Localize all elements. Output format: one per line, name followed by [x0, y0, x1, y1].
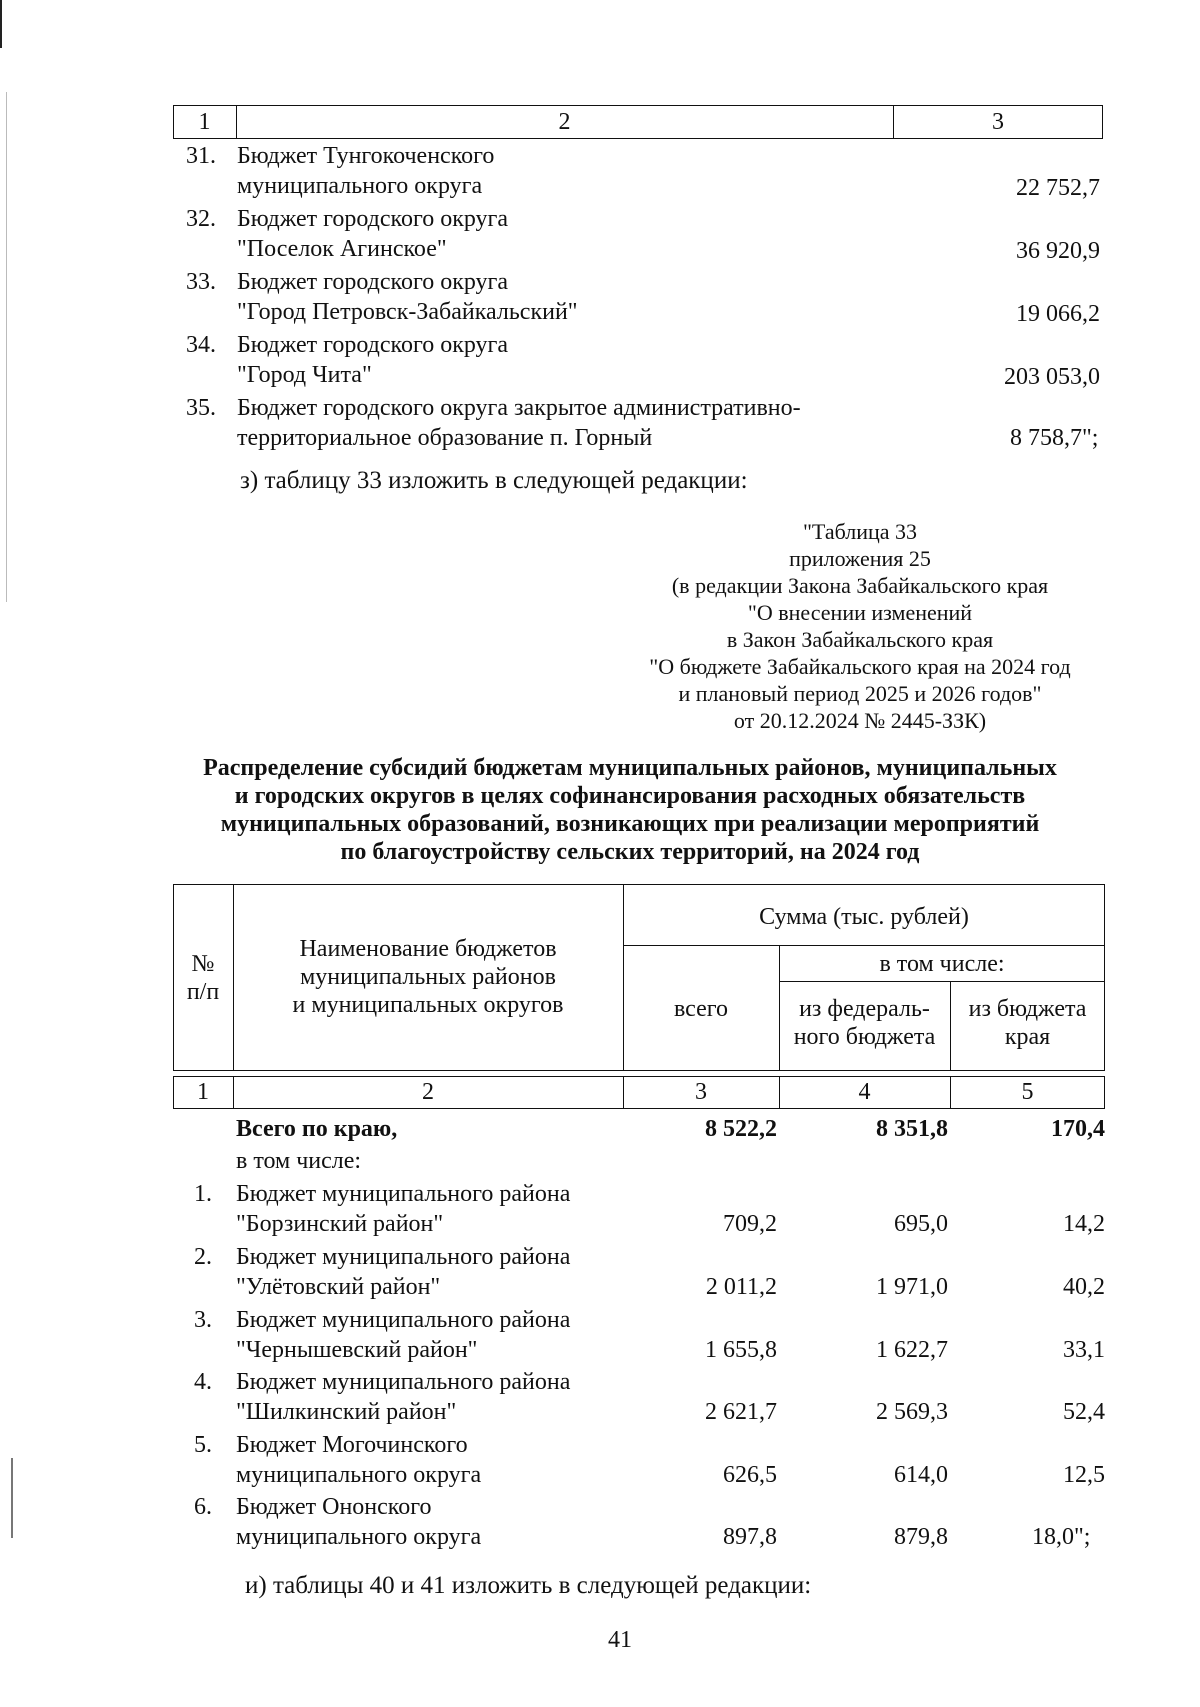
top-row-name: "Город Петровск-Забайкальский": [237, 299, 578, 325]
total-row-federal: 8 351,8: [876, 1116, 948, 1142]
row-federal: 1 971,0: [876, 1274, 948, 1300]
row-name: Бюджет Могочинского: [236, 1432, 468, 1458]
caption-line: от 20.12.2024 № 2445-ЗЗК): [733, 708, 987, 733]
top-row-value: 19 066,2: [1016, 301, 1100, 327]
top-col-3: 3: [992, 109, 1004, 135]
head-no: п/п: [186, 979, 220, 1005]
caption-line: (в редакции Закона Забайкальского края: [671, 573, 1049, 598]
col-number: 2: [422, 1079, 434, 1105]
top-row-value: 8 758,7";: [1010, 425, 1099, 451]
instruction-z: з) таблицу 33 изложить в следующей редакции:: [240, 467, 748, 494]
row-federal: 614,0: [894, 1462, 948, 1488]
head-regional: из бюджета: [968, 996, 1087, 1022]
head-no: №: [191, 951, 215, 977]
top-row-name: "Город Чита": [237, 362, 372, 388]
row-regional: 40,2: [1063, 1274, 1105, 1300]
head-total: всего: [673, 996, 729, 1022]
head-sum: Сумма (тыс. рублей): [759, 904, 969, 930]
top-col-2: 2: [558, 109, 571, 135]
row-federal: 695,0: [894, 1211, 948, 1237]
row-name: Бюджет муниципального района: [236, 1369, 571, 1395]
top-col-1: 1: [198, 109, 211, 135]
row-name: "Борзинский район": [236, 1211, 444, 1237]
top-row-name: Бюджет городского округа: [237, 206, 509, 232]
top-row-name: Бюджет Тунгокоченского: [237, 143, 495, 169]
row-name: муниципального округа: [236, 1524, 482, 1550]
total-row-label: Всего по краю,: [236, 1116, 398, 1142]
row-num: 1.: [194, 1181, 212, 1207]
heading-line: Распределение субсидий бюджетам муниципальных районов, муниципальных: [203, 755, 1057, 781]
total-row-total: 8 522,2: [705, 1116, 777, 1142]
row-num: 6.: [194, 1494, 212, 1520]
top-row-num: 33.: [186, 269, 216, 295]
row-name: муниципального округа: [236, 1462, 482, 1488]
top-row-value: 203 053,0: [1004, 364, 1100, 390]
top-row-num: 32.: [186, 206, 216, 232]
head-name: и муниципальных округов: [292, 992, 564, 1018]
top-row-name: "Поселок Агинское": [237, 236, 447, 262]
row-total: 897,8: [723, 1524, 777, 1550]
scan-edge-mark: [0, 0, 2, 48]
col-number: 4: [858, 1079, 871, 1105]
total-row-regional: 170,4: [1051, 1116, 1105, 1142]
col-number: 3: [695, 1079, 707, 1105]
row-federal: 1 622,7: [876, 1337, 948, 1363]
row-name: "Чернышевский район": [236, 1337, 478, 1363]
row-num: 3.: [194, 1307, 212, 1333]
top-row-value: 36 920,9: [1016, 238, 1100, 264]
caption-line: "О внесении изменений: [747, 600, 973, 625]
head-federal: ного бюджета: [793, 1024, 936, 1050]
top-row-num: 35.: [186, 395, 216, 421]
row-name: Бюджет Ононского: [236, 1494, 432, 1520]
row-regional: 33,1: [1063, 1337, 1105, 1363]
head-regional: края: [1004, 1024, 1051, 1050]
row-regional: 14,2: [1063, 1211, 1105, 1237]
row-total: 2 621,7: [705, 1399, 777, 1425]
row-federal: 879,8: [894, 1524, 948, 1550]
row-total: 1 655,8: [705, 1337, 777, 1363]
including-label: в том числе:: [236, 1148, 362, 1174]
row-name: Бюджет муниципального района: [236, 1181, 571, 1207]
row-num: 4.: [194, 1369, 212, 1395]
row-total: 2 011,2: [705, 1274, 777, 1300]
top-row-value: 22 752,7: [1016, 175, 1100, 201]
head-including: в том числе:: [879, 951, 1005, 977]
row-name: Бюджет муниципального района: [236, 1244, 571, 1270]
row-total: 626,5: [723, 1462, 777, 1488]
row-name: "Улётовский район": [236, 1274, 441, 1300]
caption-line: "Таблица 33: [802, 519, 918, 544]
row-regional: 12,5: [1063, 1462, 1105, 1488]
top-row-name: Бюджет городского округа: [237, 269, 509, 295]
row-regional: 18,0";: [1032, 1524, 1091, 1550]
top-row-name: территориальное образование п. Горный: [237, 425, 653, 451]
caption-line: приложения 25: [789, 546, 931, 571]
caption-line: в Закон Забайкальского края: [726, 627, 994, 652]
head-federal: из федераль-: [799, 996, 930, 1022]
heading-line: по благоустройству сельских территорий, на 2024 год: [340, 839, 920, 865]
top-row-num: 31.: [186, 143, 216, 169]
top-row-name: Бюджет городского округа закрытое административно-: [237, 395, 801, 421]
row-name: "Шилкинский район": [236, 1399, 457, 1425]
head-name: Наименование бюджетов: [299, 936, 557, 962]
caption-line: "О бюджете Забайкальского края на 2024 год: [649, 654, 1071, 679]
col-number: 1: [197, 1079, 209, 1105]
heading-line: и городских округов в целях софинансирования расходных обязательств: [234, 783, 1026, 809]
row-num: 5.: [194, 1432, 212, 1458]
caption-line: и плановый период 2025 и 2026 годов": [678, 681, 1042, 706]
instruction-i: и) таблицы 40 и 41 изложить в следующей редакции:: [245, 1572, 812, 1599]
col-number: 5: [1021, 1079, 1034, 1105]
row-total: 709,2: [723, 1211, 777, 1237]
top-row-name: муниципального округа: [237, 173, 483, 199]
heading-line: муниципальных образований, возникающих при реализации мероприятий: [220, 811, 1040, 837]
scan-edge-mark: [11, 1458, 13, 1538]
top-row-name: Бюджет городского округа: [237, 332, 509, 358]
row-regional: 52,4: [1063, 1399, 1105, 1425]
top-row-num: 34.: [186, 332, 216, 358]
page-number: 41: [608, 1627, 632, 1653]
row-federal: 2 569,3: [876, 1399, 948, 1425]
scan-edge-mark: [6, 92, 7, 602]
head-name: муниципальных районов: [300, 964, 556, 990]
row-name: Бюджет муниципального района: [236, 1307, 571, 1333]
row-num: 2.: [194, 1244, 212, 1270]
